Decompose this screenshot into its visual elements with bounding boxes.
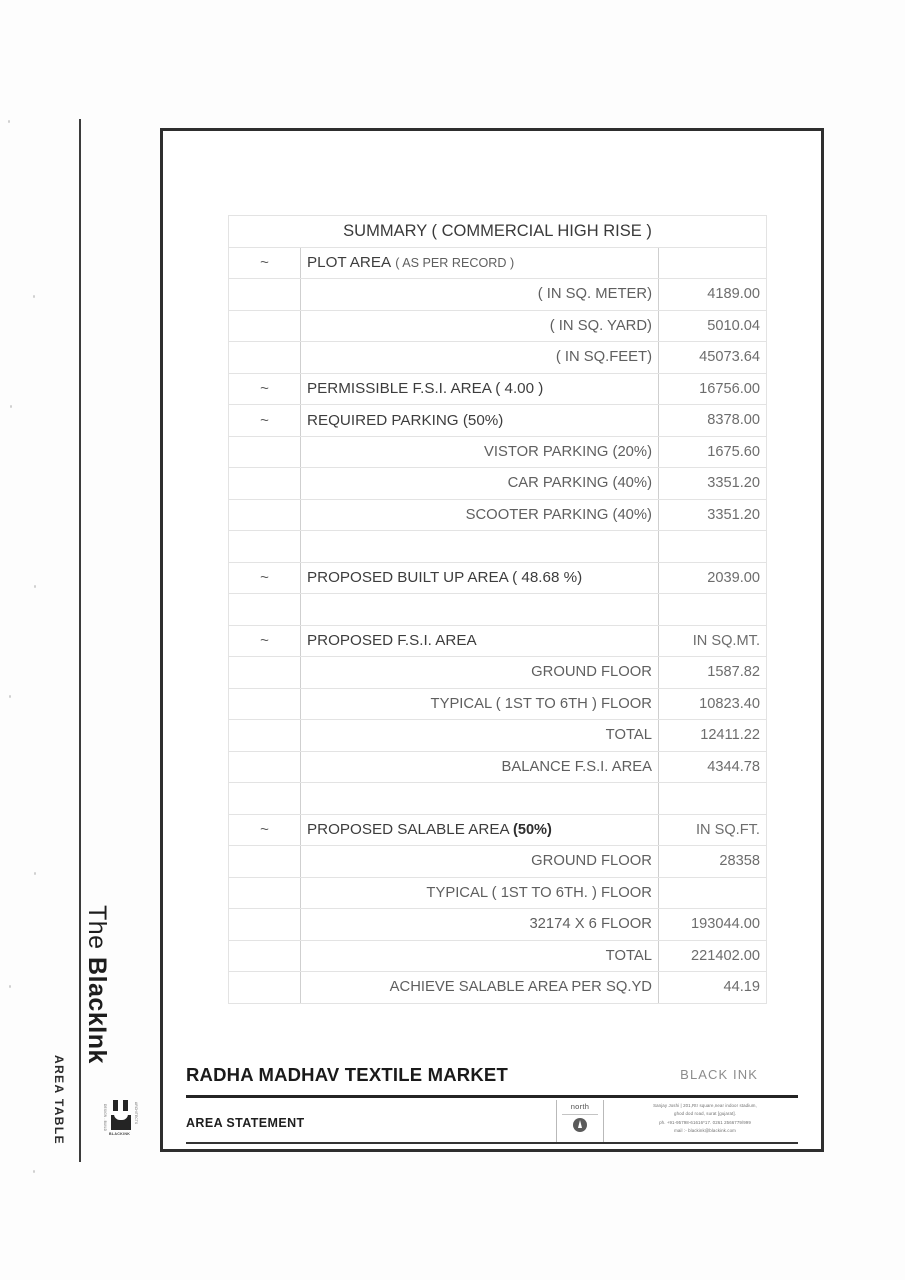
row-value: 1675.60 [659,436,767,468]
row-bullet-marker [229,657,301,689]
table-row [229,814,767,846]
table-row [229,405,767,437]
table-row [229,279,767,311]
row-label-text: ( IN SQ.FEET) [555,349,652,366]
scan-speckle [9,985,11,988]
logo-side-left-text: DESIGN . BUILD [103,1104,107,1132]
row-label-text: PLOT AREA [307,254,392,272]
row-value: 3351.20 [659,499,767,531]
row-label-text: TYPICAL ( 1ST TO 6TH ) FLOOR [430,695,652,712]
row-value: 221402.00 [659,940,767,972]
scan-speckle [33,295,35,298]
row-label [301,279,659,311]
row-label [301,625,659,657]
row-label-text: TOTAL [605,727,652,744]
table-row [229,247,767,279]
brand-the-text: The [83,905,111,958]
row-bullet-marker [229,720,301,752]
title-block [186,1064,798,1144]
scan-speckle [33,1170,35,1173]
row-value: 8378.00 [659,405,767,437]
row-label-text: VISTOR PARKING (20%) [483,443,652,460]
north-label: north [570,1102,590,1111]
table-row [229,751,767,783]
table-spacer-row [229,594,767,626]
logo-bar-right [123,1100,128,1111]
row-bullet-marker [229,468,301,500]
row-label [301,877,659,909]
row-value [659,531,767,563]
row-label [301,562,659,594]
row-label-text: PROPOSED SALABLE AREA [307,821,513,839]
row-bullet-marker: ~ [229,562,301,594]
row-value: 45073.64 [659,342,767,374]
row-label [301,373,659,405]
row-label [301,657,659,689]
logo-cup-notch [114,1114,128,1120]
row-bullet-marker [229,877,301,909]
row-value [659,783,767,815]
north-divider [562,1114,598,1115]
row-label-text: PROPOSED F.S.I. AREA [307,632,477,650]
row-label [301,720,659,752]
row-label [301,405,659,437]
blackink-logo-icon [101,1098,143,1146]
row-label [301,436,659,468]
project-name: RADHA MADHAV TEXTILE MARKET [186,1064,508,1085]
row-label [301,342,659,374]
row-value [659,247,767,279]
table-row [229,499,767,531]
scan-speckle [34,585,36,588]
row-value: 5010.04 [659,310,767,342]
scan-speckle [8,120,10,123]
row-value: 2039.00 [659,562,767,594]
row-value: 28358 [659,846,767,878]
row-label [301,247,659,279]
row-bullet-marker [229,972,301,1004]
row-label-text: BALANCE F.S.I. AREA [501,758,652,775]
row-bullet-marker: ~ [229,247,301,279]
row-bullet-marker: ~ [229,814,301,846]
row-label [301,909,659,941]
row-label [301,972,659,1004]
row-label-bold-fragment: (50%) [512,822,552,839]
row-label-suffix: ( AS PER RECORD ) [395,256,515,271]
row-label-text: ACHIEVE SALABLE AREA PER SQ.YD [389,979,652,996]
row-label [301,814,659,846]
table-row [229,436,767,468]
row-value: 44.19 [659,972,767,1004]
table-row [229,625,767,657]
row-label-text: 32174 X 6 FLOOR [529,916,652,933]
table-row [229,972,767,1004]
area-summary-table-body [229,216,767,1004]
row-value [659,877,767,909]
row-bullet-marker [229,940,301,972]
title-block-divider [186,1095,798,1098]
row-label-text: ( IN SQ. YARD) [549,317,652,334]
contact-line: ph. +91-95798-61616*17. 0261 2566779/999 [659,1119,751,1125]
row-label-text: TYPICAL ( 1ST TO 6TH. ) FLOOR [426,884,652,901]
north-arrow-icon [573,1118,587,1132]
table-spacer-row [229,783,767,815]
row-bullet-marker [229,436,301,468]
row-value: 4344.78 [659,751,767,783]
row-value: 4189.00 [659,279,767,311]
row-value: IN SQ.MT. [659,625,767,657]
row-bullet-marker [229,499,301,531]
sheet-title: AREA STATEMENT [186,1116,305,1130]
table-row [229,562,767,594]
table-row [229,310,767,342]
table-row [229,909,767,941]
table-row [229,877,767,909]
table-row [229,373,767,405]
scan-speckle [9,695,11,698]
row-label-text: REQUIRED PARKING (50%) [307,411,504,429]
row-value [659,594,767,626]
brand-name-text: BlackInk [83,957,111,1064]
studio-name: BLACK INK [680,1067,758,1082]
scan-speckle [34,872,36,875]
table-row [229,846,767,878]
row-label [301,783,659,815]
row-bullet-marker [229,688,301,720]
row-bullet-marker: ~ [229,625,301,657]
row-value: 3351.20 [659,468,767,500]
contact-line: Sanjay Joshi | 201,Rtr square,near indoor stadium, [653,1103,757,1108]
row-label-text: CAR PARKING (40%) [507,475,652,492]
table-row [229,657,767,689]
title-project-row [186,1064,798,1094]
row-label-text: PERMISSIBLE F.S.I. AREA ( 4.00 ) [307,380,544,398]
row-bullet-marker [229,531,301,563]
row-value: 193044.00 [659,909,767,941]
contact-line: ghod dod road, surat [gujarat]. [674,1111,736,1117]
row-value: 16756.00 [659,373,767,405]
row-bullet-marker: ~ [229,373,301,405]
row-value: IN SQ.FT. [659,814,767,846]
table-row [229,940,767,972]
row-bullet-marker [229,279,301,311]
contact-line: mail :- blackink@blackink.com [674,1128,736,1134]
brand-vertical-label [84,905,109,1064]
row-bullet-marker [229,909,301,941]
logo-caption-text: BLACKINK [109,1132,131,1136]
row-label [301,688,659,720]
sheet-name-vertical-label: AREA TABLE [52,1055,66,1145]
row-label [301,499,659,531]
row-label [301,846,659,878]
row-label-text: PROPOSED BUILT UP AREA ( 48.68 %) [307,569,583,587]
row-label-text: GROUND FLOOR [531,664,652,681]
scan-speckle [10,405,12,408]
title-lower-row [186,1100,798,1142]
table-spacer-row [229,531,767,563]
row-bullet-marker [229,846,301,878]
row-bullet-marker [229,342,301,374]
row-label [301,531,659,563]
logo-cup-shape [111,1115,131,1130]
row-label [301,751,659,783]
title-block-bottom-rule [186,1142,798,1144]
row-label-text: GROUND FLOOR [531,853,652,870]
row-label-text: ( IN SQ. METER) [537,286,652,303]
table-row [229,468,767,500]
row-bullet-marker [229,310,301,342]
row-label [301,940,659,972]
row-label-text: SCOOTER PARKING (40%) [465,506,652,523]
table-title-cell: SUMMARY ( COMMERCIAL HIGH RISE ) [229,216,767,248]
table-row [229,688,767,720]
row-value: 12411.22 [659,720,767,752]
logo-side-right-text: ARCHITECTS [134,1102,138,1125]
table-title-row [229,216,767,248]
row-bullet-marker: ~ [229,405,301,437]
row-label [301,468,659,500]
logo-bar-left [113,1100,118,1111]
row-value: 10823.40 [659,688,767,720]
area-summary-table [228,215,767,1004]
row-bullet-marker [229,594,301,626]
row-bullet-marker [229,751,301,783]
row-label [301,594,659,626]
studio-contact-box [604,1100,798,1142]
row-value: 1587.82 [659,657,767,689]
north-indicator-box [556,1100,604,1142]
table-row [229,720,767,752]
row-bullet-marker [229,783,301,815]
table-row [229,342,767,374]
row-label-text: TOTAL [605,947,652,964]
row-label [301,310,659,342]
